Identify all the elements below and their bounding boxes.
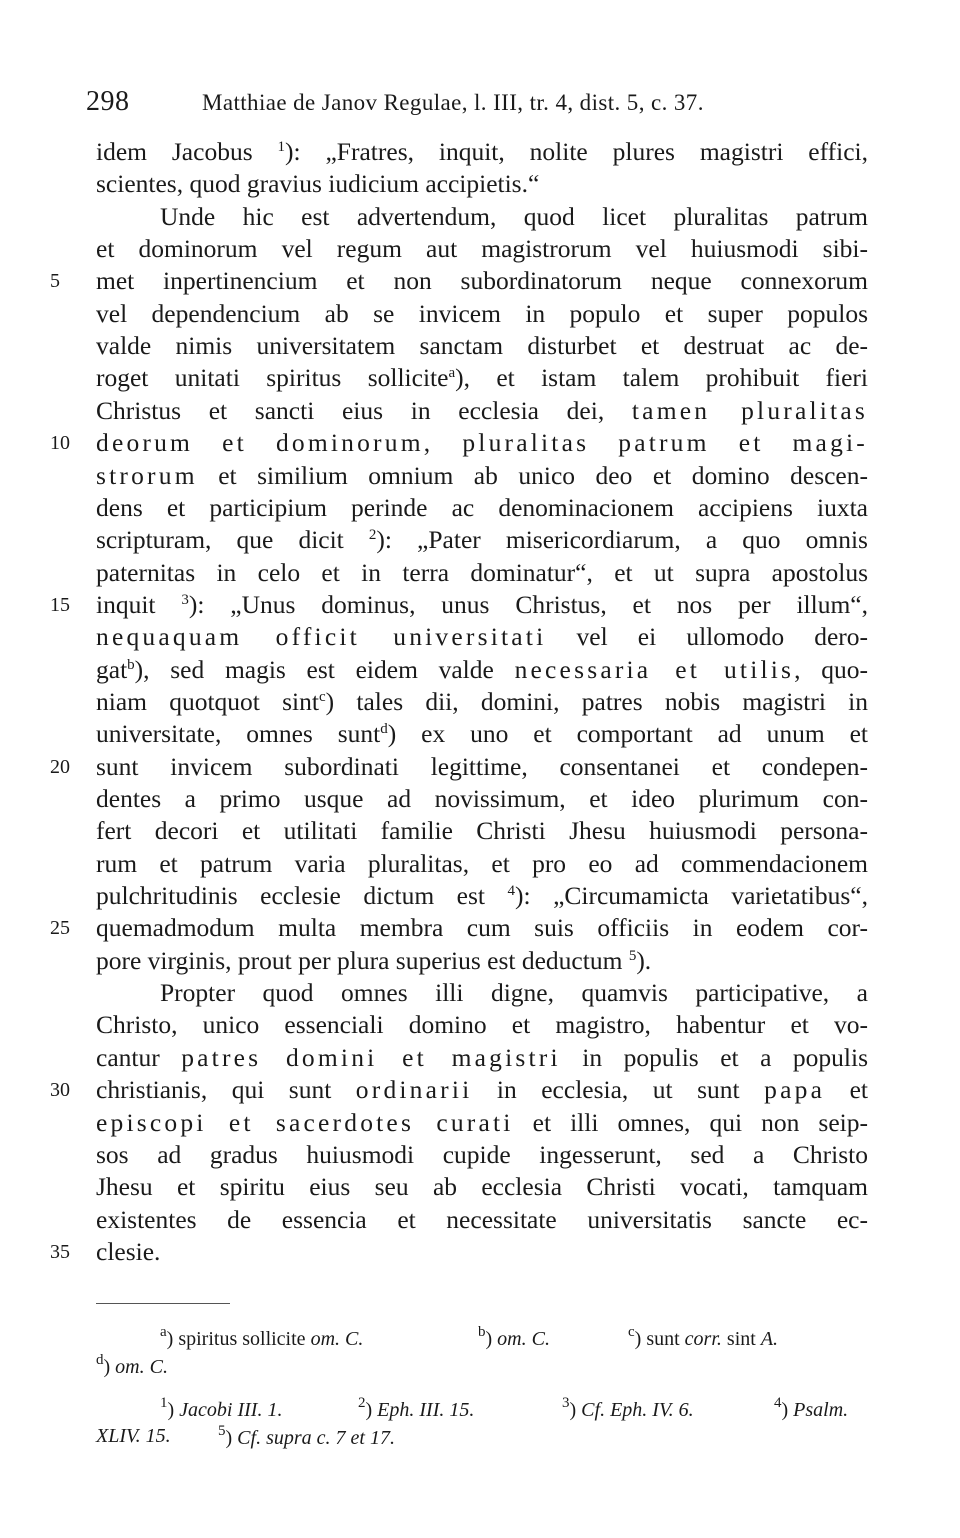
text-line xyxy=(96,751,868,783)
text-run: Christo, unico essenciali domino et magistro, habentur et vo- xyxy=(96,1010,868,1040)
variant-note xyxy=(160,1326,363,1352)
italic-text: Eph. III. 15. xyxy=(377,1399,475,1421)
text-run: Jhesu et spiritu eius seu ab ecclesia Christi vocati, tamquam xyxy=(96,1172,868,1202)
text-run: vel dependencium ab se invicem in populo et super populos xyxy=(96,298,868,328)
text-run: et similium omnium ab unico deo et domino descen- xyxy=(197,460,868,490)
italic-text: Jacobi III. 1. xyxy=(179,1399,283,1421)
text-run: scripturam, que dicit xyxy=(96,525,369,555)
text-run: inquit xyxy=(96,589,182,619)
text-line xyxy=(96,848,868,880)
text-run: ) xyxy=(781,1399,794,1421)
variant-note xyxy=(96,1354,168,1380)
text-line xyxy=(96,362,868,394)
text-run: ), et istam talem prohibuit fieri xyxy=(455,363,868,393)
text-run: ) xyxy=(167,1399,180,1421)
text-run: ): „Pater misericordiarum, a quo omnis xyxy=(376,525,868,555)
text-line xyxy=(96,1236,868,1268)
text-run: Unde hic est advertendum, quod licet pluralitas patrum xyxy=(160,201,868,231)
variant-note xyxy=(628,1326,778,1352)
text-line xyxy=(96,1107,868,1139)
text-run: roget unitati spiritus sollicite xyxy=(96,363,449,393)
text-run: quemadmodum multa membra cum suis officiis in eodem cor- xyxy=(96,913,868,943)
footnote-marker: b xyxy=(127,656,135,673)
text-line xyxy=(96,136,868,168)
text-line xyxy=(96,427,868,459)
source-note xyxy=(358,1397,474,1423)
running-title: Matthiae de Janov Regulae, l. III, tr. 4, dist. 5, c. 37. xyxy=(202,90,704,115)
text-line xyxy=(160,201,868,233)
footnote-marker: c xyxy=(628,1324,635,1340)
text-line xyxy=(96,912,868,944)
line-number: 35 xyxy=(50,1240,70,1263)
page-number: 298 xyxy=(86,86,130,117)
text-run: gat xyxy=(96,654,128,684)
footnote-marker: a xyxy=(448,365,456,382)
text-line xyxy=(96,557,868,589)
spaced-emphasis: episcopi et sacerdotes curati xyxy=(96,1107,514,1137)
text-run: ) sunt xyxy=(634,1328,685,1350)
text-line xyxy=(96,815,868,847)
text-line xyxy=(96,783,868,815)
text-run: existentes de essencia et necessitate universitatis sancte ec- xyxy=(96,1204,868,1234)
text-run: ) xyxy=(485,1328,498,1350)
spaced-emphasis: necessaria et utilis xyxy=(514,654,795,684)
text-run: dentes a primo usque ad novissimum, et ideo plurimum con- xyxy=(96,784,868,813)
source-note xyxy=(562,1397,694,1423)
text-line xyxy=(96,718,868,750)
text-run: ) xyxy=(569,1399,582,1421)
footnote-marker: 5 xyxy=(218,1423,226,1439)
line-number: 20 xyxy=(50,755,70,778)
italic-text: Cf. Eph. IV. 6. xyxy=(581,1399,694,1421)
text-run: sunt invicem subordinati legittime, consentanei et condepen- xyxy=(96,751,868,781)
text-line xyxy=(96,1204,868,1236)
text-run: niam quotquot sint xyxy=(96,686,319,716)
footnote-marker: 5 xyxy=(628,947,637,964)
spaced-emphasis: nequaquam officit universitati xyxy=(96,622,547,652)
spaced-emphasis: ordinarii xyxy=(355,1075,473,1105)
text-run: ): „Circumamicta varietatibus“, xyxy=(515,881,868,911)
text-run: ), sed magis est eidem valde xyxy=(134,654,515,684)
footnote-marker: c xyxy=(318,688,326,705)
spaced-emphasis: deorum et dominorum, pluralitas patrum et magi- xyxy=(96,428,868,458)
text-line xyxy=(96,1009,868,1041)
text-line xyxy=(96,880,868,912)
text-run: paternitas in celo et in terra dominatur“, et ut supra apostolus xyxy=(96,557,868,587)
text-run: valde nimis universitatem sanctam disturbet et destruat ac de- xyxy=(96,331,868,361)
text-run: ) ex uno et comportant ad unum et xyxy=(387,719,868,749)
text-run: sint xyxy=(721,1328,761,1350)
text-line xyxy=(96,265,868,297)
text-line xyxy=(96,945,868,977)
text-line xyxy=(96,654,868,686)
footnote-marker: d xyxy=(96,1352,104,1368)
text-line xyxy=(96,330,868,362)
footnote-separator xyxy=(96,1303,230,1304)
text-run: idem Jacobus xyxy=(96,137,278,166)
italic-text: om. C. xyxy=(310,1328,364,1350)
text-line xyxy=(96,621,868,653)
text-run: sos ad gradus huiusmodi cupide ingesserunt, sed a Christo xyxy=(96,1139,868,1169)
text-run: cantur xyxy=(96,1042,182,1072)
text-run: ) xyxy=(225,1427,238,1449)
spaced-emphasis: tamen pluralitas xyxy=(631,395,868,425)
text-run: ) xyxy=(365,1399,378,1421)
text-line xyxy=(96,298,868,330)
text-run: met inpertinencium et non subordinatorum neque connexorum xyxy=(96,266,868,296)
text-line xyxy=(96,589,868,621)
text-run: Christus et sancti eius in ecclesia dei, xyxy=(96,395,632,425)
footnote-marker: d xyxy=(380,721,388,738)
footnote-marker: 2 xyxy=(368,527,377,544)
text-line xyxy=(96,233,868,265)
spaced-emphasis: strorum xyxy=(96,460,198,490)
text-run: et dominorum vel regum aut magistrorum vel huiusmodi sibi- xyxy=(96,234,868,264)
text-line xyxy=(96,686,868,718)
text-line xyxy=(96,1139,868,1171)
line-number: 5 xyxy=(50,270,60,293)
source-note xyxy=(218,1425,395,1451)
spaced-emphasis: patres domini et magistri xyxy=(181,1042,561,1072)
text-line xyxy=(96,524,868,556)
line-number: 30 xyxy=(50,1079,70,1102)
text-run: rum et patrum varia pluralitas, et pro eo ad commendacionem xyxy=(96,848,868,878)
text-run: et illi omnes, qui non seip- xyxy=(513,1107,868,1137)
footnote-marker: 3 xyxy=(181,591,189,608)
footnote-marker: 3 xyxy=(562,1395,570,1411)
page-header xyxy=(86,86,886,116)
text-run: christianis, qui sunt xyxy=(96,1075,356,1105)
text-run: scientes, quod gravius iudicium accipietis.“ xyxy=(96,169,540,199)
text-run: ). xyxy=(636,945,652,975)
italic-text: Psalm. XLIV. 15. xyxy=(96,1399,849,1447)
text-run: in populis et a populis xyxy=(560,1042,868,1072)
footnote-marker: b xyxy=(478,1324,486,1340)
text-line xyxy=(96,1074,868,1106)
text-run: ): „Unus dominus, unus Christus, et nos per illum“, xyxy=(188,589,868,619)
text-run: ) tales dii, domini, patres nobis magistri in xyxy=(325,686,869,716)
italic-text: Cf. supra c. 7 et 17. xyxy=(237,1427,395,1449)
text-run: , quo- xyxy=(794,654,869,684)
variant-note xyxy=(478,1326,550,1352)
italic-text: corr. xyxy=(684,1328,722,1350)
text-run: ): „Fratres, inquit, nolite plures magistri effici, xyxy=(285,137,868,166)
footnote-marker: 1 xyxy=(277,139,286,155)
line-number: 10 xyxy=(50,432,70,455)
text-line xyxy=(96,492,868,524)
text-run: pore virginis, prout per plura superius est deductum xyxy=(96,945,629,975)
line-number: 15 xyxy=(50,593,70,616)
text-line xyxy=(96,1042,868,1074)
text-run: in ecclesia, ut sunt xyxy=(472,1075,765,1105)
italic-text: om. C. xyxy=(115,1356,168,1378)
italic-text: A. xyxy=(760,1328,779,1350)
footnote-marker: a xyxy=(160,1324,167,1340)
text-run: Propter quod omnes illi digne, quamvis participative, a xyxy=(160,978,868,1008)
text-line xyxy=(96,1171,868,1203)
text-run: ) spiritus sollicite xyxy=(166,1328,311,1350)
text-run: clesie. xyxy=(96,1236,161,1266)
source-note xyxy=(160,1397,282,1423)
text-run: et xyxy=(825,1075,868,1105)
footnote-marker: 2 xyxy=(358,1395,366,1411)
text-run: dens et participium perinde ac denominacionem accipiens iuxta xyxy=(96,492,868,522)
spaced-emphasis: papa xyxy=(764,1075,826,1105)
text-run: fert decori et utilitati familie Christi Jhesu huiusmodi persona- xyxy=(96,816,868,846)
text-line xyxy=(96,395,868,427)
text-run: ) xyxy=(103,1356,116,1378)
text-run: universitate, omnes sunt xyxy=(96,719,381,749)
footnote-marker: 4 xyxy=(507,883,515,900)
line-number: 25 xyxy=(50,917,70,940)
text-line xyxy=(96,168,868,200)
footnote-marker: 4 xyxy=(774,1395,782,1411)
footnote-marker: 1 xyxy=(160,1395,168,1411)
text-run: pulchritudinis ecclesie dictum est xyxy=(96,881,508,911)
italic-text: om. C. xyxy=(497,1328,550,1350)
text-line xyxy=(96,460,868,492)
text-line xyxy=(160,977,868,1009)
text-run: vel ei ullomodo dero- xyxy=(546,622,868,652)
